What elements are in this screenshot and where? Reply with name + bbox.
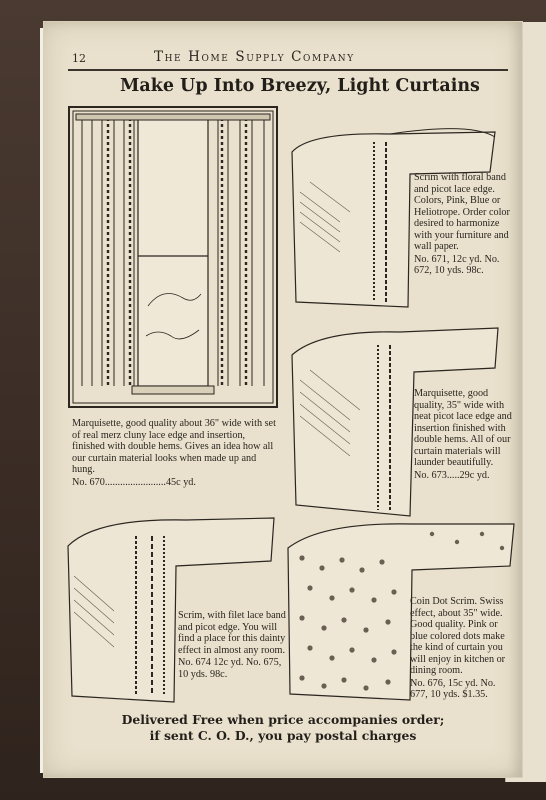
window-curtain-illustration xyxy=(68,106,278,408)
header-rule xyxy=(68,69,508,71)
page-number: 12 xyxy=(72,52,86,65)
page-heading: Make Up Into Breezy, Light Curtains xyxy=(120,76,480,96)
product-671-description: Scrim with floral band and picot lace edge. Colors, Pink, Blue or Heliotrope. Order color desired to harmonize with your furniture and wall paper. xyxy=(414,172,510,252)
product-670-order-line: No. 670........................45c yd. xyxy=(72,476,196,488)
catalog-page xyxy=(44,22,522,777)
product-673-order-line: No. 673.....29c yd. xyxy=(414,469,490,481)
delivery-terms-line-2: if sent C. O. D., you pay postal charges xyxy=(149,728,417,743)
product-670-description: Marquisette, good quality about 36" wide with set of real merz cluny lace edge and insertion, finished with double hems. Gives an idea how all our curtain material looks when made up and hung. xyxy=(72,418,276,475)
product-674-order-line: No. 674 12c yd. No. 675, 10 yds. 98c. xyxy=(178,657,282,680)
company-running-head: The Home Supply Company xyxy=(154,49,355,65)
product-676-order-line: No. 676, 15c yd. No. 677, 10 yds. $1.35. xyxy=(410,677,496,700)
delivery-terms-line-1: Delivered Free when price accompanies order; xyxy=(121,712,445,727)
product-671-caption xyxy=(414,172,514,277)
product-671-order-line: No. 671, 12c yd. No. 672, 10 yds. 98c. xyxy=(414,253,500,276)
delivery-terms xyxy=(44,712,522,744)
product-670-caption xyxy=(72,418,280,488)
product-673-caption xyxy=(414,388,514,481)
product-676-caption xyxy=(410,596,514,701)
product-674-caption xyxy=(178,610,286,680)
product-673-description: Marquisette, good quality, 35" wide with neat picot lace edge and insertion finished with double hems. All of our curtain materials will launder beautifully. xyxy=(414,388,512,468)
product-676-description: Coin Dot Scrim. Swiss effect, about 35" wide. Good quality. Pink or blue colored dots make the kind of curtain you will enjoy in kitchen or dining room. xyxy=(410,596,506,676)
product-674-description: Scrim, with filet lace band and picot edge. You will find a place for this dainty effect in almost any room. xyxy=(178,610,286,656)
